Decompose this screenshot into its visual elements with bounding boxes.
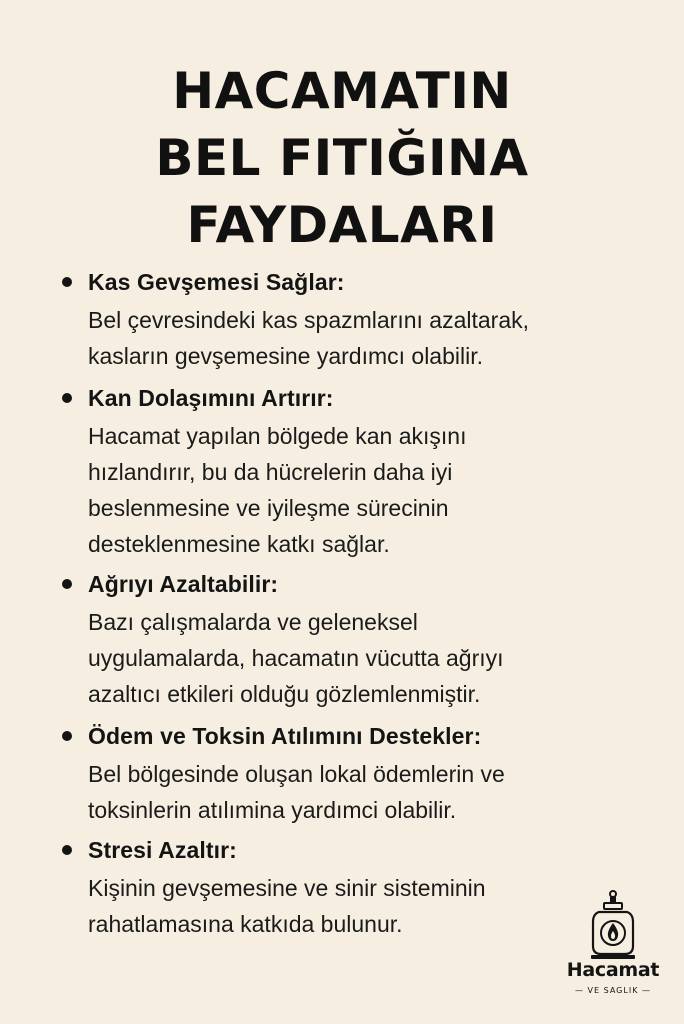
description-line: Bazı çalışmalarda ve geleneksel [88, 609, 418, 635]
benefit-heading: Stresi Azaltır: [88, 837, 237, 863]
description-line: Bel çevresindeki kas spazmlarını azaltarak, [88, 307, 530, 333]
bullet-icon [62, 277, 72, 287]
bullet-icon [62, 845, 72, 855]
logo-tagline: — VE SAGLIK — [575, 986, 651, 995]
benefit-description [88, 604, 660, 712]
benefit-description [88, 418, 660, 562]
description-line: azaltıcı etkileri olduğu gözlemlenmiştir. [88, 681, 481, 707]
list-item [60, 378, 660, 562]
bullet-icon [62, 579, 72, 589]
description-line: uygulamalarda, hacamatın vücutta ağrıyı [88, 645, 504, 671]
list-item [60, 262, 660, 374]
logo-name: Hacamat [566, 959, 660, 981]
list-item [60, 564, 660, 712]
benefit-description [88, 302, 660, 374]
description-line: hızlandırır, bu da hücrelerin daha iyi [88, 459, 453, 485]
benefits-list [60, 262, 660, 942]
cupping-jar-icon [587, 890, 639, 962]
description-line: Hacamat yapılan bölgede kan akışını [88, 423, 467, 449]
description-line: rahatlamasına katkıda bulunur. [88, 911, 403, 937]
list-item [60, 716, 660, 828]
benefit-description [88, 756, 660, 828]
bullet-icon [62, 731, 72, 741]
title-line-2: BEL FITIĞINA [155, 129, 529, 187]
brand-logo [558, 890, 668, 1015]
title-line-1: HACAMATIN [172, 62, 512, 120]
benefit-heading: Ağrıyı Azaltabilir: [88, 571, 279, 597]
description-line: beslenmesine ve iyileşme sürecinin [88, 495, 449, 521]
page-title [0, 58, 684, 259]
title-line-3: FAYDALARI [186, 196, 498, 254]
description-line: Kişinin gevşemesine ve sinir sisteminin [88, 875, 486, 901]
description-line: toksinlerin atılımina yardımci olabilir. [88, 797, 457, 823]
description-line: kasların gevşemesine yardımcı olabilir. [88, 343, 483, 369]
description-line: Bel bölgesinde oluşan lokal ödemlerin ve [88, 761, 505, 787]
description-line: desteklenmesine katkı sağlar. [88, 531, 390, 557]
bullet-icon [62, 393, 72, 403]
benefit-heading: Ödem ve Toksin Atılımını Destekler: [88, 723, 482, 749]
benefit-heading: Kas Gevşemesi Sağlar: [88, 269, 345, 295]
benefit-heading: Kan Dolaşımını Artırır: [88, 385, 334, 411]
